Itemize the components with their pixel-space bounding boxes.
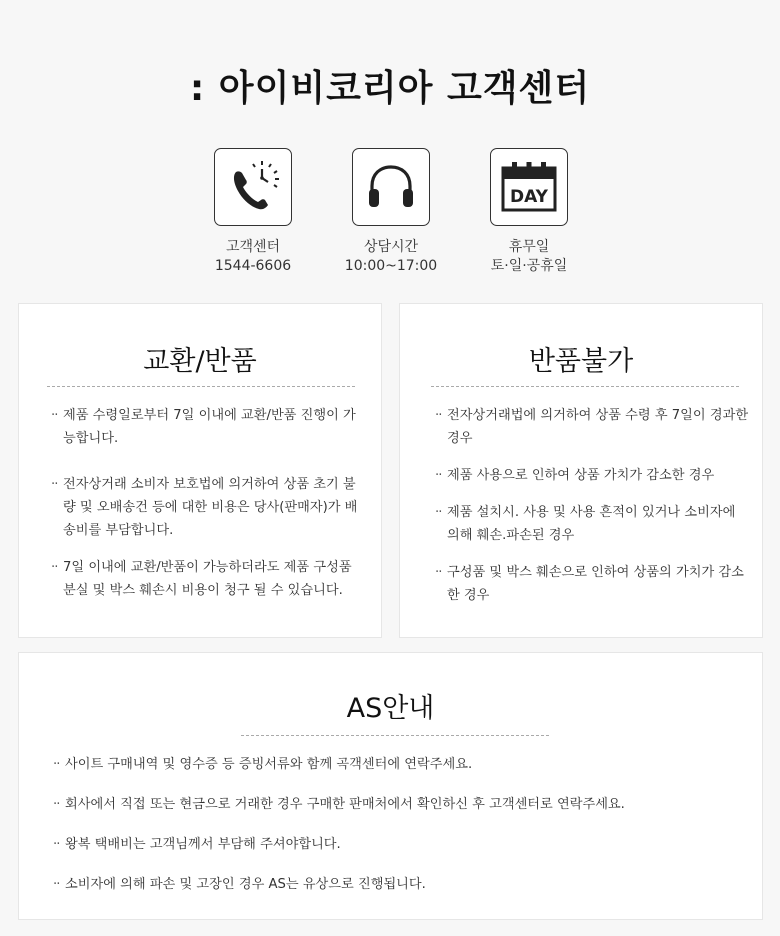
info-item-holiday — [459, 148, 599, 276]
exchange-return-card — [18, 303, 382, 638]
info-item-customer-center — [183, 148, 323, 276]
no-return-list — [435, 404, 751, 607]
list-item: ·· 소비자에 의해 파손 및 고장인 경우 AS는 유상으로 진행됩니다. — [53, 873, 743, 896]
customer-center-phone: 1544-6606 — [214, 258, 292, 274]
exchange-return-title: 교환/반품 — [143, 346, 257, 377]
phone-clock-icon — [214, 148, 292, 226]
consult-hours-value: 10:00~17:00 — [344, 258, 438, 274]
customer-center-label: 고객센터 — [225, 239, 281, 255]
no-return-title: 반품불가 — [528, 346, 634, 377]
list-item: ·· 제품 수령일로부터 7일 이내에 교환/반품 진행이 가능합니다. — [51, 404, 367, 450]
as-title: AS안내 — [346, 693, 435, 724]
holiday-label: 휴무일 — [508, 239, 550, 255]
holiday-value: 토·일·공휴일 — [490, 258, 568, 274]
info-icons — [0, 148, 780, 278]
list-item: ·· 회사에서 직접 또는 현금으로 거래한 경우 구매한 판매처에서 확인하신 후 고객센터로 연락주세요. — [53, 793, 743, 816]
info-item-consult-hours — [321, 148, 461, 276]
headphones-icon — [352, 148, 430, 226]
as-divider — [241, 735, 549, 736]
exchange-divider — [47, 386, 355, 387]
calendar-day-text: DAY — [510, 187, 548, 207]
list-item: ·· 사이트 구매내역 및 영수증 등 증빙서류와 함께 곡객센터에 연락주세요. — [53, 753, 743, 776]
exchange-list — [51, 404, 367, 602]
page-title: : 아이비코리아 고객센터 — [189, 68, 591, 109]
no-return-divider — [431, 386, 739, 387]
no-return-card — [399, 303, 763, 638]
calendar-day-icon — [490, 148, 568, 226]
list-item: ·· 전자상거래법에 의거하여 상품 수령 후 7일이 경과한 경우 — [435, 404, 751, 450]
list-item: ·· 전자상거래 소비자 보호법에 의거하여 상품 초기 불량 및 오배송건 등에 대한 비용은 당사(판매자)가 배송비를 부담합니다. — [51, 473, 367, 542]
consult-hours-label: 상담시간 — [363, 239, 419, 255]
list-item: ·· 구성품 및 박스 훼손으로 인하여 상품의 가치가 감소한 경우 — [435, 561, 751, 607]
list-item: ·· 제품 사용으로 인하여 상품 가치가 감소한 경우 — [435, 464, 751, 487]
list-item: ·· 왕복 택배비는 고객님께서 부담해 주셔야합니다. — [53, 833, 743, 856]
list-item: ·· 제품 설치시. 사용 및 사용 흔적이 있거나 소비자에 의해 훼손.파손된 경우 — [435, 501, 751, 547]
as-list — [53, 753, 743, 896]
list-item: ·· 7일 이내에 교환/반품이 가능하더라도 제품 구성품 분실 및 박스 훼손시 비용이 청구 될 수 있습니다. — [51, 556, 367, 602]
as-card — [18, 652, 763, 920]
